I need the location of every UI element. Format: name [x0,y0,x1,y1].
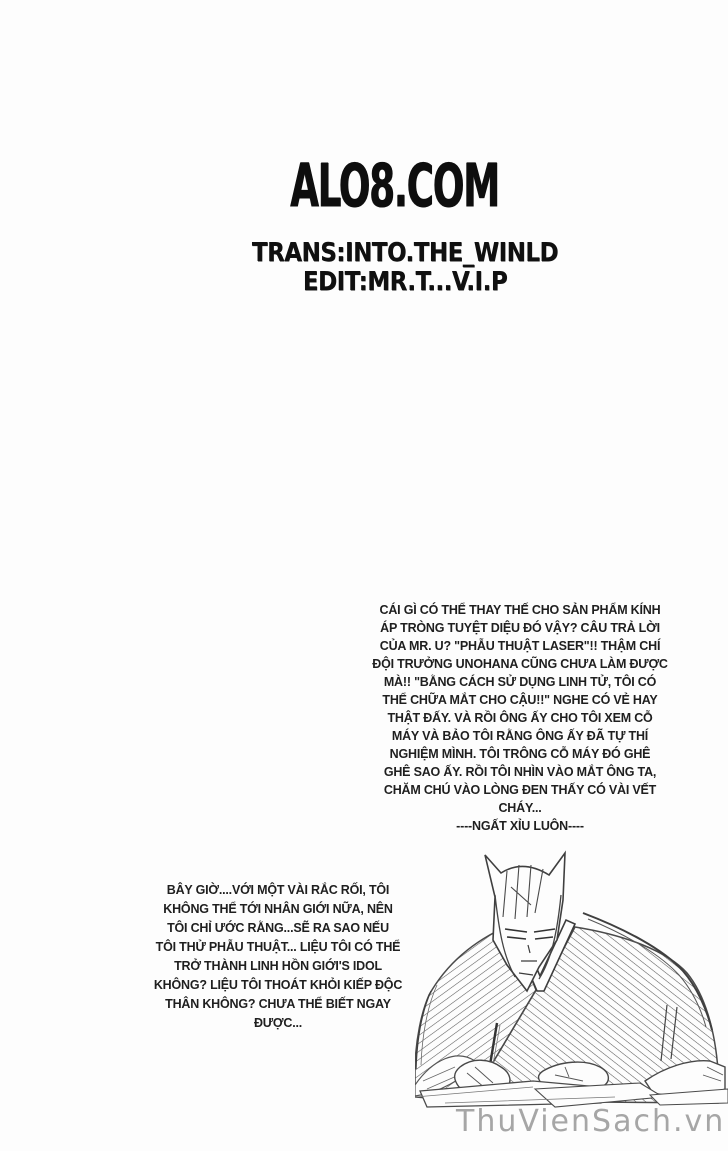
monologue-line: NGHIỆM MÌNH. TÔI TRÔNG CỖ MÁY ĐÓ GHÊ [389,747,651,761]
monologue-line: TRỞ THÀNH LINH HỒN GIỚI'S IDOL [174,959,382,973]
monologue-line: BÂY GIỜ....VỚI MỘT VÀI RẮC RỐI, TÔI [166,883,390,897]
monologue-line: CỦA MR. U? "PHẪU THUẬT LASER"!! THẬM CHÍ [379,639,661,653]
monologue-line: TÔI CHỈ ƯỚC RẰNG...SẼ RA SAO NẾU [167,921,389,935]
editor-credit: EDIT:MR.T...V.I.P [302,267,508,297]
site-title: ALO8.COM [290,151,500,221]
monologue-line: ĐỘI TRƯỞNG UNOHANA CŨNG CHƯA LÀM ĐƯỢC [372,657,668,671]
monologue-line: MÁY VÀ BẢO TÔI RẰNG ÔNG ẤY ĐÃ TỰ THÍ [391,729,649,743]
monologue-line: THẬT ĐẤY. VÀ RỒI ÔNG ẤY CHO TÔI XEM CỖ [387,711,653,725]
watermark: ThuVienSach.vn [456,1104,726,1139]
monologue-line: THÂN KHÔNG? CHƯA THỂ BIẾT NGAY [165,997,391,1011]
monologue-line: ----NGẤT XỈU LUÔN---- [456,819,584,833]
left-monologue [108,881,448,1033]
monologue-line: ĐƯỢC... [253,1016,303,1030]
monologue-line: THỂ CHỮA MẮT CHO CẬU!!" NGHE CÓ VẺ HAY [382,693,658,707]
translator-credit: TRANS:INTO.THE_WINLD [251,238,559,268]
man-writing-sketch [415,845,728,1110]
monologue-line: KHÔNG? LIỆU TÔI THOÁT KHỎI KIẾP ĐỘC [153,978,403,992]
monologue-line: CHĂM CHÚ VÀO LÒNG ĐEN THẤY CÓ VÀI VẾT [383,783,657,797]
monologue-line: MÀ!! "BẰNG CÁCH SỬ DỤNG LINH TỬ, TÔI CÓ [383,675,657,689]
credits-block [247,239,564,297]
monologue-line: CÁI GÌ CÓ THỂ THAY THẾ CHO SẢN PHẨM KÍNH [379,603,661,617]
monologue-line: ÁP TRÒNG TUYỆT DIỆU ĐÓ VẬY? CÂU TRẢ LỜI [380,621,660,635]
monologue-line: TÔI THỬ PHẪU THUẬT... LIỆU TÔI CÓ THỂ [155,940,401,954]
monologue-line: KHÔNG THỂ TỚI NHÂN GIỚI NỮA, NÊN [163,902,393,916]
monologue-line: CHÁY... [498,801,542,815]
monologue-line: GHÊ SAO ẤY. RỒI TÔI NHÌN VÀO MẮT ÔNG TA, [383,765,657,779]
right-monologue [335,601,705,835]
